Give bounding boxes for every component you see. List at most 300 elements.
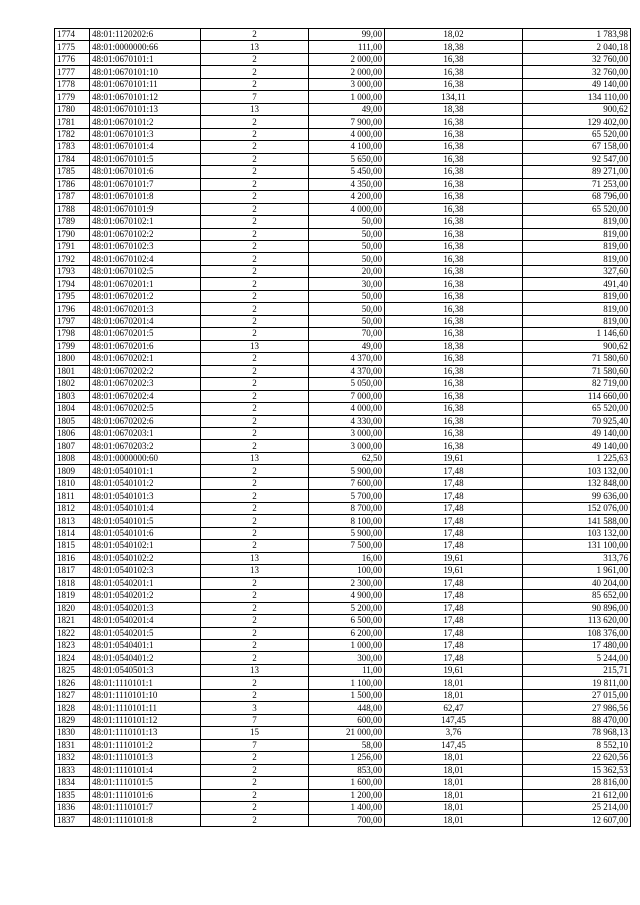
cadastral-number-cell: 48:01:0540401:2: [90, 652, 201, 664]
table-row: [55, 340, 631, 352]
cadastral-number-cell: 48:01:0540201:2: [90, 590, 201, 602]
area-cell: 1 256,00: [309, 752, 385, 764]
category-code-cell: 13: [201, 103, 309, 115]
cadastral-number-cell: 48:01:0670201:5: [90, 328, 201, 340]
area-cell: 1 500,00: [309, 689, 385, 701]
row-number-cell: 1801: [55, 365, 90, 377]
row-number-cell: 1779: [55, 91, 90, 103]
rate-cell: 17,48: [385, 577, 523, 589]
value-cell: 15 362,53: [523, 764, 631, 776]
table-row: [55, 677, 631, 689]
value-cell: 1 961,00: [523, 565, 631, 577]
category-code-cell: 2: [201, 191, 309, 203]
rate-cell: 16,38: [385, 440, 523, 452]
cadastral-number-cell: 48:01:0540101:1: [90, 465, 201, 477]
row-number-cell: 1805: [55, 415, 90, 427]
value-cell: 152 076,00: [523, 502, 631, 514]
value-cell: 82 719,00: [523, 378, 631, 390]
rate-cell: 16,38: [385, 78, 523, 90]
row-number-cell: 1824: [55, 652, 90, 664]
table-row: [55, 290, 631, 302]
row-number-cell: 1800: [55, 353, 90, 365]
category-code-cell: 2: [201, 502, 309, 514]
table-row: [55, 602, 631, 614]
category-code-cell: 2: [201, 590, 309, 602]
table-row: [55, 714, 631, 726]
table-row: [55, 739, 631, 751]
row-number-cell: 1817: [55, 565, 90, 577]
value-cell: 108 376,00: [523, 627, 631, 639]
table-row: [55, 41, 631, 53]
rate-cell: 16,38: [385, 378, 523, 390]
cadastral-number-cell: 48:01:0540101:2: [90, 477, 201, 489]
rate-cell: 147,45: [385, 714, 523, 726]
area-cell: 6 500,00: [309, 615, 385, 627]
cadastral-number-cell: 48:01:0540102:1: [90, 540, 201, 552]
table-row: [55, 403, 631, 415]
table-row: [55, 415, 631, 427]
row-number-cell: 1791: [55, 240, 90, 252]
row-number-cell: 1792: [55, 253, 90, 265]
rate-cell: 18,01: [385, 789, 523, 801]
value-cell: 141 588,00: [523, 515, 631, 527]
table-row: [55, 477, 631, 489]
row-number-cell: 1814: [55, 527, 90, 539]
row-number-cell: 1821: [55, 615, 90, 627]
row-number-cell: 1823: [55, 639, 90, 651]
row-number-cell: 1807: [55, 440, 90, 452]
rate-cell: 17,48: [385, 590, 523, 602]
table-row: [55, 29, 631, 41]
area-cell: 100,00: [309, 565, 385, 577]
category-code-cell: 2: [201, 216, 309, 228]
category-code-cell: 2: [201, 315, 309, 327]
value-cell: 313,76: [523, 552, 631, 564]
row-number-cell: 1816: [55, 552, 90, 564]
category-code-cell: 2: [201, 378, 309, 390]
table-row: [55, 577, 631, 589]
area-cell: 30,00: [309, 278, 385, 290]
value-cell: 819,00: [523, 216, 631, 228]
rate-cell: 16,38: [385, 303, 523, 315]
table-row: [55, 802, 631, 814]
category-code-cell: 2: [201, 802, 309, 814]
row-number-cell: 1832: [55, 752, 90, 764]
category-code-cell: 2: [201, 66, 309, 78]
category-code-cell: 2: [201, 328, 309, 340]
row-number-cell: 1809: [55, 465, 90, 477]
value-cell: 900,62: [523, 103, 631, 115]
row-number-cell: 1796: [55, 303, 90, 315]
rate-cell: 18,01: [385, 689, 523, 701]
value-cell: 32 760,00: [523, 66, 631, 78]
area-cell: 50,00: [309, 240, 385, 252]
area-cell: 8 700,00: [309, 502, 385, 514]
area-cell: 16,00: [309, 552, 385, 564]
table-row: [55, 116, 631, 128]
value-cell: 132 848,00: [523, 477, 631, 489]
category-code-cell: 2: [201, 615, 309, 627]
category-code-cell: 2: [201, 353, 309, 365]
row-number-cell: 1825: [55, 664, 90, 676]
row-number-cell: 1784: [55, 153, 90, 165]
category-code-cell: 2: [201, 777, 309, 789]
value-cell: 134 110,00: [523, 91, 631, 103]
rate-cell: 62,47: [385, 702, 523, 714]
table-row: [55, 191, 631, 203]
category-code-cell: 2: [201, 577, 309, 589]
rate-cell: 16,38: [385, 390, 523, 402]
category-code-cell: 2: [201, 465, 309, 477]
area-cell: 2 000,00: [309, 66, 385, 78]
row-number-cell: 1812: [55, 502, 90, 514]
category-code-cell: 2: [201, 178, 309, 190]
area-cell: 5 900,00: [309, 465, 385, 477]
area-cell: 50,00: [309, 290, 385, 302]
area-cell: 49,00: [309, 340, 385, 352]
rate-cell: 16,38: [385, 278, 523, 290]
area-cell: 2 300,00: [309, 577, 385, 589]
row-number-cell: 1829: [55, 714, 90, 726]
row-number-cell: 1836: [55, 802, 90, 814]
table-row: [55, 639, 631, 651]
cadastral-number-cell: 48:01:0540201:1: [90, 577, 201, 589]
row-number-cell: 1820: [55, 602, 90, 614]
area-cell: 50,00: [309, 216, 385, 228]
row-number-cell: 1827: [55, 689, 90, 701]
cadastral-number-cell: 48:01:0670201:3: [90, 303, 201, 315]
area-cell: 1 600,00: [309, 777, 385, 789]
row-number-cell: 1776: [55, 53, 90, 65]
area-cell: 99,00: [309, 29, 385, 41]
cadastral-number-cell: 48:01:0670203:1: [90, 428, 201, 440]
value-cell: 113 620,00: [523, 615, 631, 627]
row-number-cell: 1822: [55, 627, 90, 639]
table-row: [55, 664, 631, 676]
area-cell: 5 450,00: [309, 166, 385, 178]
value-cell: 1 146,60: [523, 328, 631, 340]
area-cell: 4 350,00: [309, 178, 385, 190]
area-cell: 1 100,00: [309, 677, 385, 689]
rate-cell: 147,45: [385, 739, 523, 751]
cadastral-number-cell: 48:01:1120202:6: [90, 29, 201, 41]
rate-cell: 18,01: [385, 764, 523, 776]
table-row: [55, 303, 631, 315]
category-code-cell: 2: [201, 403, 309, 415]
table-row: [55, 353, 631, 365]
table-row: [55, 265, 631, 277]
area-cell: 50,00: [309, 315, 385, 327]
value-cell: 71 253,00: [523, 178, 631, 190]
category-code-cell: 2: [201, 652, 309, 664]
category-code-cell: 13: [201, 340, 309, 352]
cadastral-number-cell: 48:01:0540501:3: [90, 664, 201, 676]
table-row: [55, 777, 631, 789]
value-cell: 103 132,00: [523, 465, 631, 477]
value-cell: 27 015,00: [523, 689, 631, 701]
value-cell: 78 968,13: [523, 727, 631, 739]
value-cell: 27 986,56: [523, 702, 631, 714]
table-row: [55, 702, 631, 714]
table-row: [55, 615, 631, 627]
row-number-cell: 1835: [55, 789, 90, 801]
rate-cell: 16,38: [385, 265, 523, 277]
cadastral-number-cell: 48:01:0540102:3: [90, 565, 201, 577]
cadastral-number-cell: 48:01:0540101:4: [90, 502, 201, 514]
category-code-cell: 2: [201, 153, 309, 165]
area-cell: 50,00: [309, 253, 385, 265]
rate-cell: 18,01: [385, 752, 523, 764]
row-number-cell: 1828: [55, 702, 90, 714]
cadastral-number-cell: 48:01:0000000:66: [90, 41, 201, 53]
value-cell: 819,00: [523, 315, 631, 327]
area-cell: 1 400,00: [309, 802, 385, 814]
row-number-cell: 1795: [55, 290, 90, 302]
rate-cell: 17,48: [385, 639, 523, 651]
table-row: [55, 253, 631, 265]
row-number-cell: 1790: [55, 228, 90, 240]
row-number-cell: 1783: [55, 141, 90, 153]
row-number-cell: 1774: [55, 29, 90, 41]
value-cell: 49 140,00: [523, 78, 631, 90]
table-row: [55, 502, 631, 514]
cadastral-number-cell: 48:01:0670102:5: [90, 265, 201, 277]
row-number-cell: 1806: [55, 428, 90, 440]
row-number-cell: 1804: [55, 403, 90, 415]
rate-cell: 16,38: [385, 428, 523, 440]
value-cell: 1 225,63: [523, 452, 631, 464]
category-code-cell: 2: [201, 602, 309, 614]
area-cell: 4 000,00: [309, 203, 385, 215]
rate-cell: 16,38: [385, 66, 523, 78]
area-cell: 700,00: [309, 814, 385, 826]
row-number-cell: 1811: [55, 490, 90, 502]
rate-cell: 17,48: [385, 527, 523, 539]
category-code-cell: 2: [201, 303, 309, 315]
table-row: [55, 141, 631, 153]
table-row: [55, 452, 631, 464]
value-cell: 131 100,00: [523, 540, 631, 552]
row-number-cell: 1810: [55, 477, 90, 489]
row-number-cell: 1813: [55, 515, 90, 527]
value-cell: 103 132,00: [523, 527, 631, 539]
cadastral-number-cell: 48:01:1110101:6: [90, 789, 201, 801]
table-row: [55, 240, 631, 252]
rate-cell: 16,38: [385, 228, 523, 240]
category-code-cell: 2: [201, 752, 309, 764]
value-cell: 88 470,00: [523, 714, 631, 726]
category-code-cell: 2: [201, 764, 309, 776]
category-code-cell: 13: [201, 664, 309, 676]
row-number-cell: 1781: [55, 116, 90, 128]
category-code-cell: 2: [201, 527, 309, 539]
category-code-cell: 2: [201, 789, 309, 801]
rate-cell: 19,61: [385, 452, 523, 464]
data-table: [54, 28, 631, 827]
area-cell: 2 000,00: [309, 53, 385, 65]
area-cell: 4 000,00: [309, 403, 385, 415]
value-cell: 129 402,00: [523, 116, 631, 128]
rate-cell: 16,38: [385, 240, 523, 252]
area-cell: 4 100,00: [309, 141, 385, 153]
area-cell: 7 600,00: [309, 477, 385, 489]
value-cell: 19 811,00: [523, 677, 631, 689]
category-code-cell: 13: [201, 41, 309, 53]
area-cell: 5 200,00: [309, 602, 385, 614]
value-cell: 49 140,00: [523, 440, 631, 452]
area-cell: 111,00: [309, 41, 385, 53]
table-row: [55, 203, 631, 215]
rate-cell: 16,38: [385, 191, 523, 203]
area-cell: 5 700,00: [309, 490, 385, 502]
row-number-cell: 1799: [55, 340, 90, 352]
cadastral-number-cell: 48:01:0670201:4: [90, 315, 201, 327]
cadastral-number-cell: 48:01:0000000:60: [90, 452, 201, 464]
rate-cell: 18,01: [385, 814, 523, 826]
cadastral-number-cell: 48:01:0540401:1: [90, 639, 201, 651]
cadastral-number-cell: 48:01:1110101:5: [90, 777, 201, 789]
row-number-cell: 1785: [55, 166, 90, 178]
row-number-cell: 1826: [55, 677, 90, 689]
table-body: [55, 29, 631, 827]
area-cell: 50,00: [309, 228, 385, 240]
cadastral-number-cell: 48:01:1110101:1: [90, 677, 201, 689]
row-number-cell: 1830: [55, 727, 90, 739]
cadastral-number-cell: 48:01:0670202:5: [90, 403, 201, 415]
rate-cell: 16,38: [385, 203, 523, 215]
category-code-cell: 15: [201, 727, 309, 739]
area-cell: 3 000,00: [309, 78, 385, 90]
cadastral-number-cell: 48:01:0670101:10: [90, 66, 201, 78]
category-code-cell: 2: [201, 53, 309, 65]
row-number-cell: 1793: [55, 265, 90, 277]
table-row: [55, 689, 631, 701]
table-row: [55, 440, 631, 452]
table-row: [55, 91, 631, 103]
row-number-cell: 1803: [55, 390, 90, 402]
area-cell: 11,00: [309, 664, 385, 676]
value-cell: 65 520,00: [523, 403, 631, 415]
value-cell: 819,00: [523, 303, 631, 315]
cadastral-number-cell: 48:01:0670102:3: [90, 240, 201, 252]
cadastral-number-cell: 48:01:0670101:2: [90, 116, 201, 128]
rate-cell: 18,38: [385, 340, 523, 352]
value-cell: 71 580,60: [523, 365, 631, 377]
category-code-cell: 2: [201, 128, 309, 140]
cadastral-number-cell: 48:01:1110101:2: [90, 739, 201, 751]
table-row: [55, 178, 631, 190]
cadastral-number-cell: 48:01:0540201:5: [90, 627, 201, 639]
table-row: [55, 378, 631, 390]
rate-cell: 18,38: [385, 103, 523, 115]
area-cell: 1 000,00: [309, 639, 385, 651]
rate-cell: 16,38: [385, 53, 523, 65]
rate-cell: 17,48: [385, 490, 523, 502]
cadastral-number-cell: 48:01:0670102:4: [90, 253, 201, 265]
cadastral-number-cell: 48:01:1110101:4: [90, 764, 201, 776]
rate-cell: 17,48: [385, 515, 523, 527]
row-number-cell: 1775: [55, 41, 90, 53]
category-code-cell: 13: [201, 452, 309, 464]
table-row: [55, 764, 631, 776]
rate-cell: 16,38: [385, 353, 523, 365]
category-code-cell: 2: [201, 203, 309, 215]
value-cell: 2 040,18: [523, 41, 631, 53]
value-cell: 89 271,00: [523, 166, 631, 178]
row-number-cell: 1797: [55, 315, 90, 327]
rate-cell: 16,38: [385, 178, 523, 190]
cadastral-number-cell: 48:01:0670101:11: [90, 78, 201, 90]
cadastral-number-cell: 48:01:0670101:12: [90, 91, 201, 103]
table-row: [55, 590, 631, 602]
rate-cell: 3,76: [385, 727, 523, 739]
area-cell: 5 650,00: [309, 153, 385, 165]
row-number-cell: 1778: [55, 78, 90, 90]
row-number-cell: 1788: [55, 203, 90, 215]
rate-cell: 19,61: [385, 565, 523, 577]
value-cell: 327,60: [523, 265, 631, 277]
area-cell: 5 900,00: [309, 527, 385, 539]
rate-cell: 16,38: [385, 365, 523, 377]
table-row: [55, 515, 631, 527]
cadastral-number-cell: 48:01:0670101:9: [90, 203, 201, 215]
area-cell: 448,00: [309, 702, 385, 714]
rate-cell: 18,01: [385, 802, 523, 814]
table-row: [55, 727, 631, 739]
value-cell: 70 925,40: [523, 415, 631, 427]
value-cell: 25 214,00: [523, 802, 631, 814]
value-cell: 92 547,00: [523, 153, 631, 165]
cadastral-number-cell: 48:01:0540102:2: [90, 552, 201, 564]
rate-cell: 18,01: [385, 777, 523, 789]
table-row: [55, 752, 631, 764]
table-row: [55, 228, 631, 240]
table-row: [55, 527, 631, 539]
cadastral-number-cell: 48:01:0670101:4: [90, 141, 201, 153]
table-row: [55, 216, 631, 228]
area-cell: 58,00: [309, 739, 385, 751]
row-number-cell: 1789: [55, 216, 90, 228]
cadastral-number-cell: 48:01:0670101:5: [90, 153, 201, 165]
category-code-cell: 2: [201, 78, 309, 90]
category-code-cell: 2: [201, 166, 309, 178]
cadastral-number-cell: 48:01:1110101:3: [90, 752, 201, 764]
table-row: [55, 128, 631, 140]
category-code-cell: 2: [201, 29, 309, 41]
cadastral-number-cell: 48:01:0540201:3: [90, 602, 201, 614]
area-cell: 6 200,00: [309, 627, 385, 639]
category-code-cell: 2: [201, 253, 309, 265]
category-code-cell: 2: [201, 390, 309, 402]
cadastral-number-cell: 48:01:1110101:13: [90, 727, 201, 739]
value-cell: 85 652,00: [523, 590, 631, 602]
rate-cell: 16,38: [385, 290, 523, 302]
area-cell: 50,00: [309, 303, 385, 315]
value-cell: 32 760,00: [523, 53, 631, 65]
category-code-cell: 2: [201, 639, 309, 651]
category-code-cell: 2: [201, 290, 309, 302]
value-cell: 491,40: [523, 278, 631, 290]
row-number-cell: 1794: [55, 278, 90, 290]
rate-cell: 17,48: [385, 540, 523, 552]
value-cell: 819,00: [523, 240, 631, 252]
area-cell: 7 000,00: [309, 390, 385, 402]
row-number-cell: 1777: [55, 66, 90, 78]
category-code-cell: 2: [201, 265, 309, 277]
table-row: [55, 789, 631, 801]
area-cell: 7 500,00: [309, 540, 385, 552]
category-code-cell: 2: [201, 627, 309, 639]
